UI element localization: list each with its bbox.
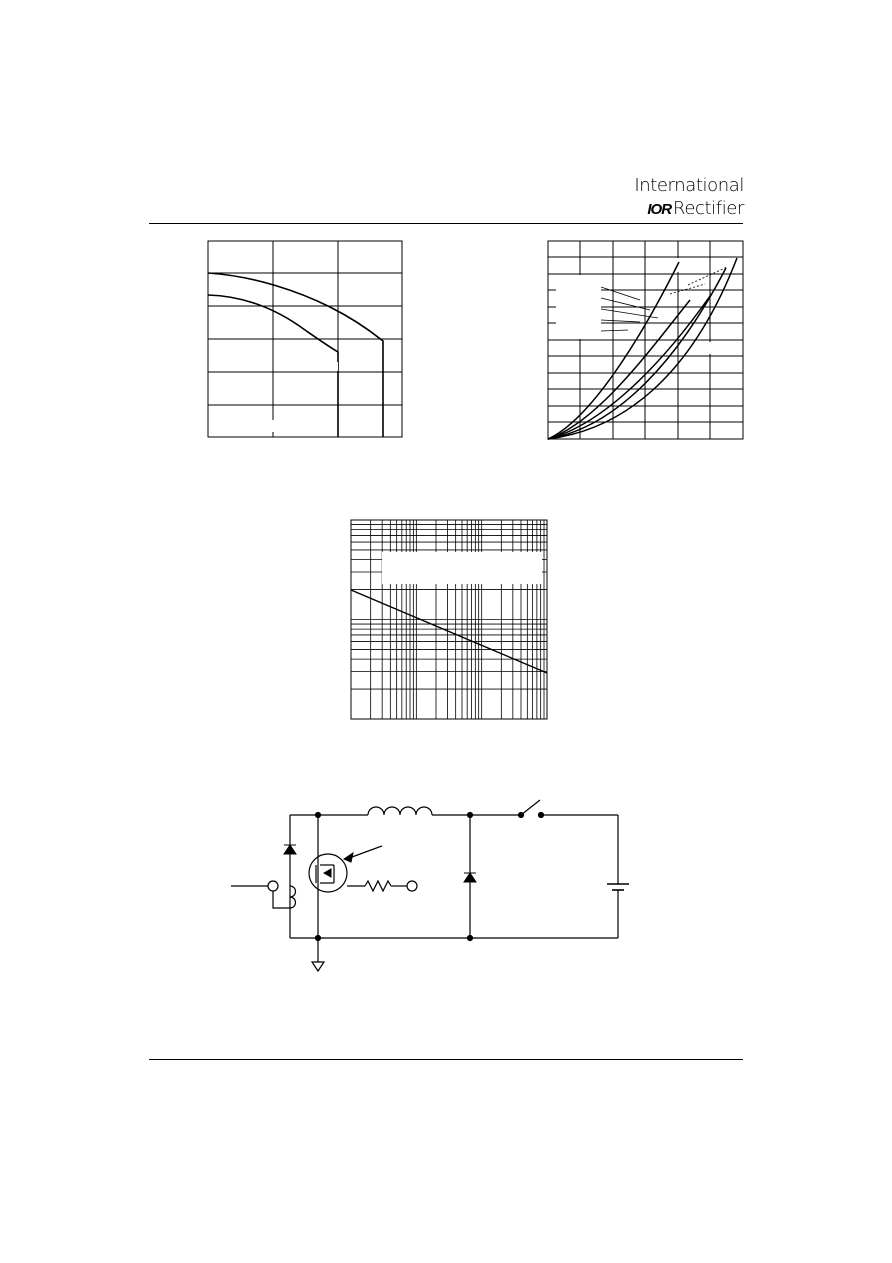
footer-rule [149, 1059, 743, 1060]
company-name-line1: International [634, 175, 744, 196]
resistor-symbol [365, 881, 391, 891]
rectifier-text: Rectifier [673, 198, 744, 219]
switch-blade [521, 800, 540, 815]
junction-dot [467, 935, 472, 940]
junction-dot [467, 812, 472, 817]
switch-contact [518, 812, 523, 817]
junction-dot [315, 935, 320, 940]
ior-logo-mark: IOR [647, 201, 672, 218]
diode-freewheel [464, 873, 476, 882]
switch-contact [538, 812, 543, 817]
transformer-coil [290, 886, 296, 908]
arrow-head [344, 853, 353, 862]
junction-dot [315, 812, 320, 817]
input-terminal [268, 881, 278, 891]
ground-symbol [312, 962, 324, 971]
diode-upper [284, 845, 296, 854]
inductor-symbol [368, 807, 432, 815]
gate-terminal [407, 881, 417, 891]
